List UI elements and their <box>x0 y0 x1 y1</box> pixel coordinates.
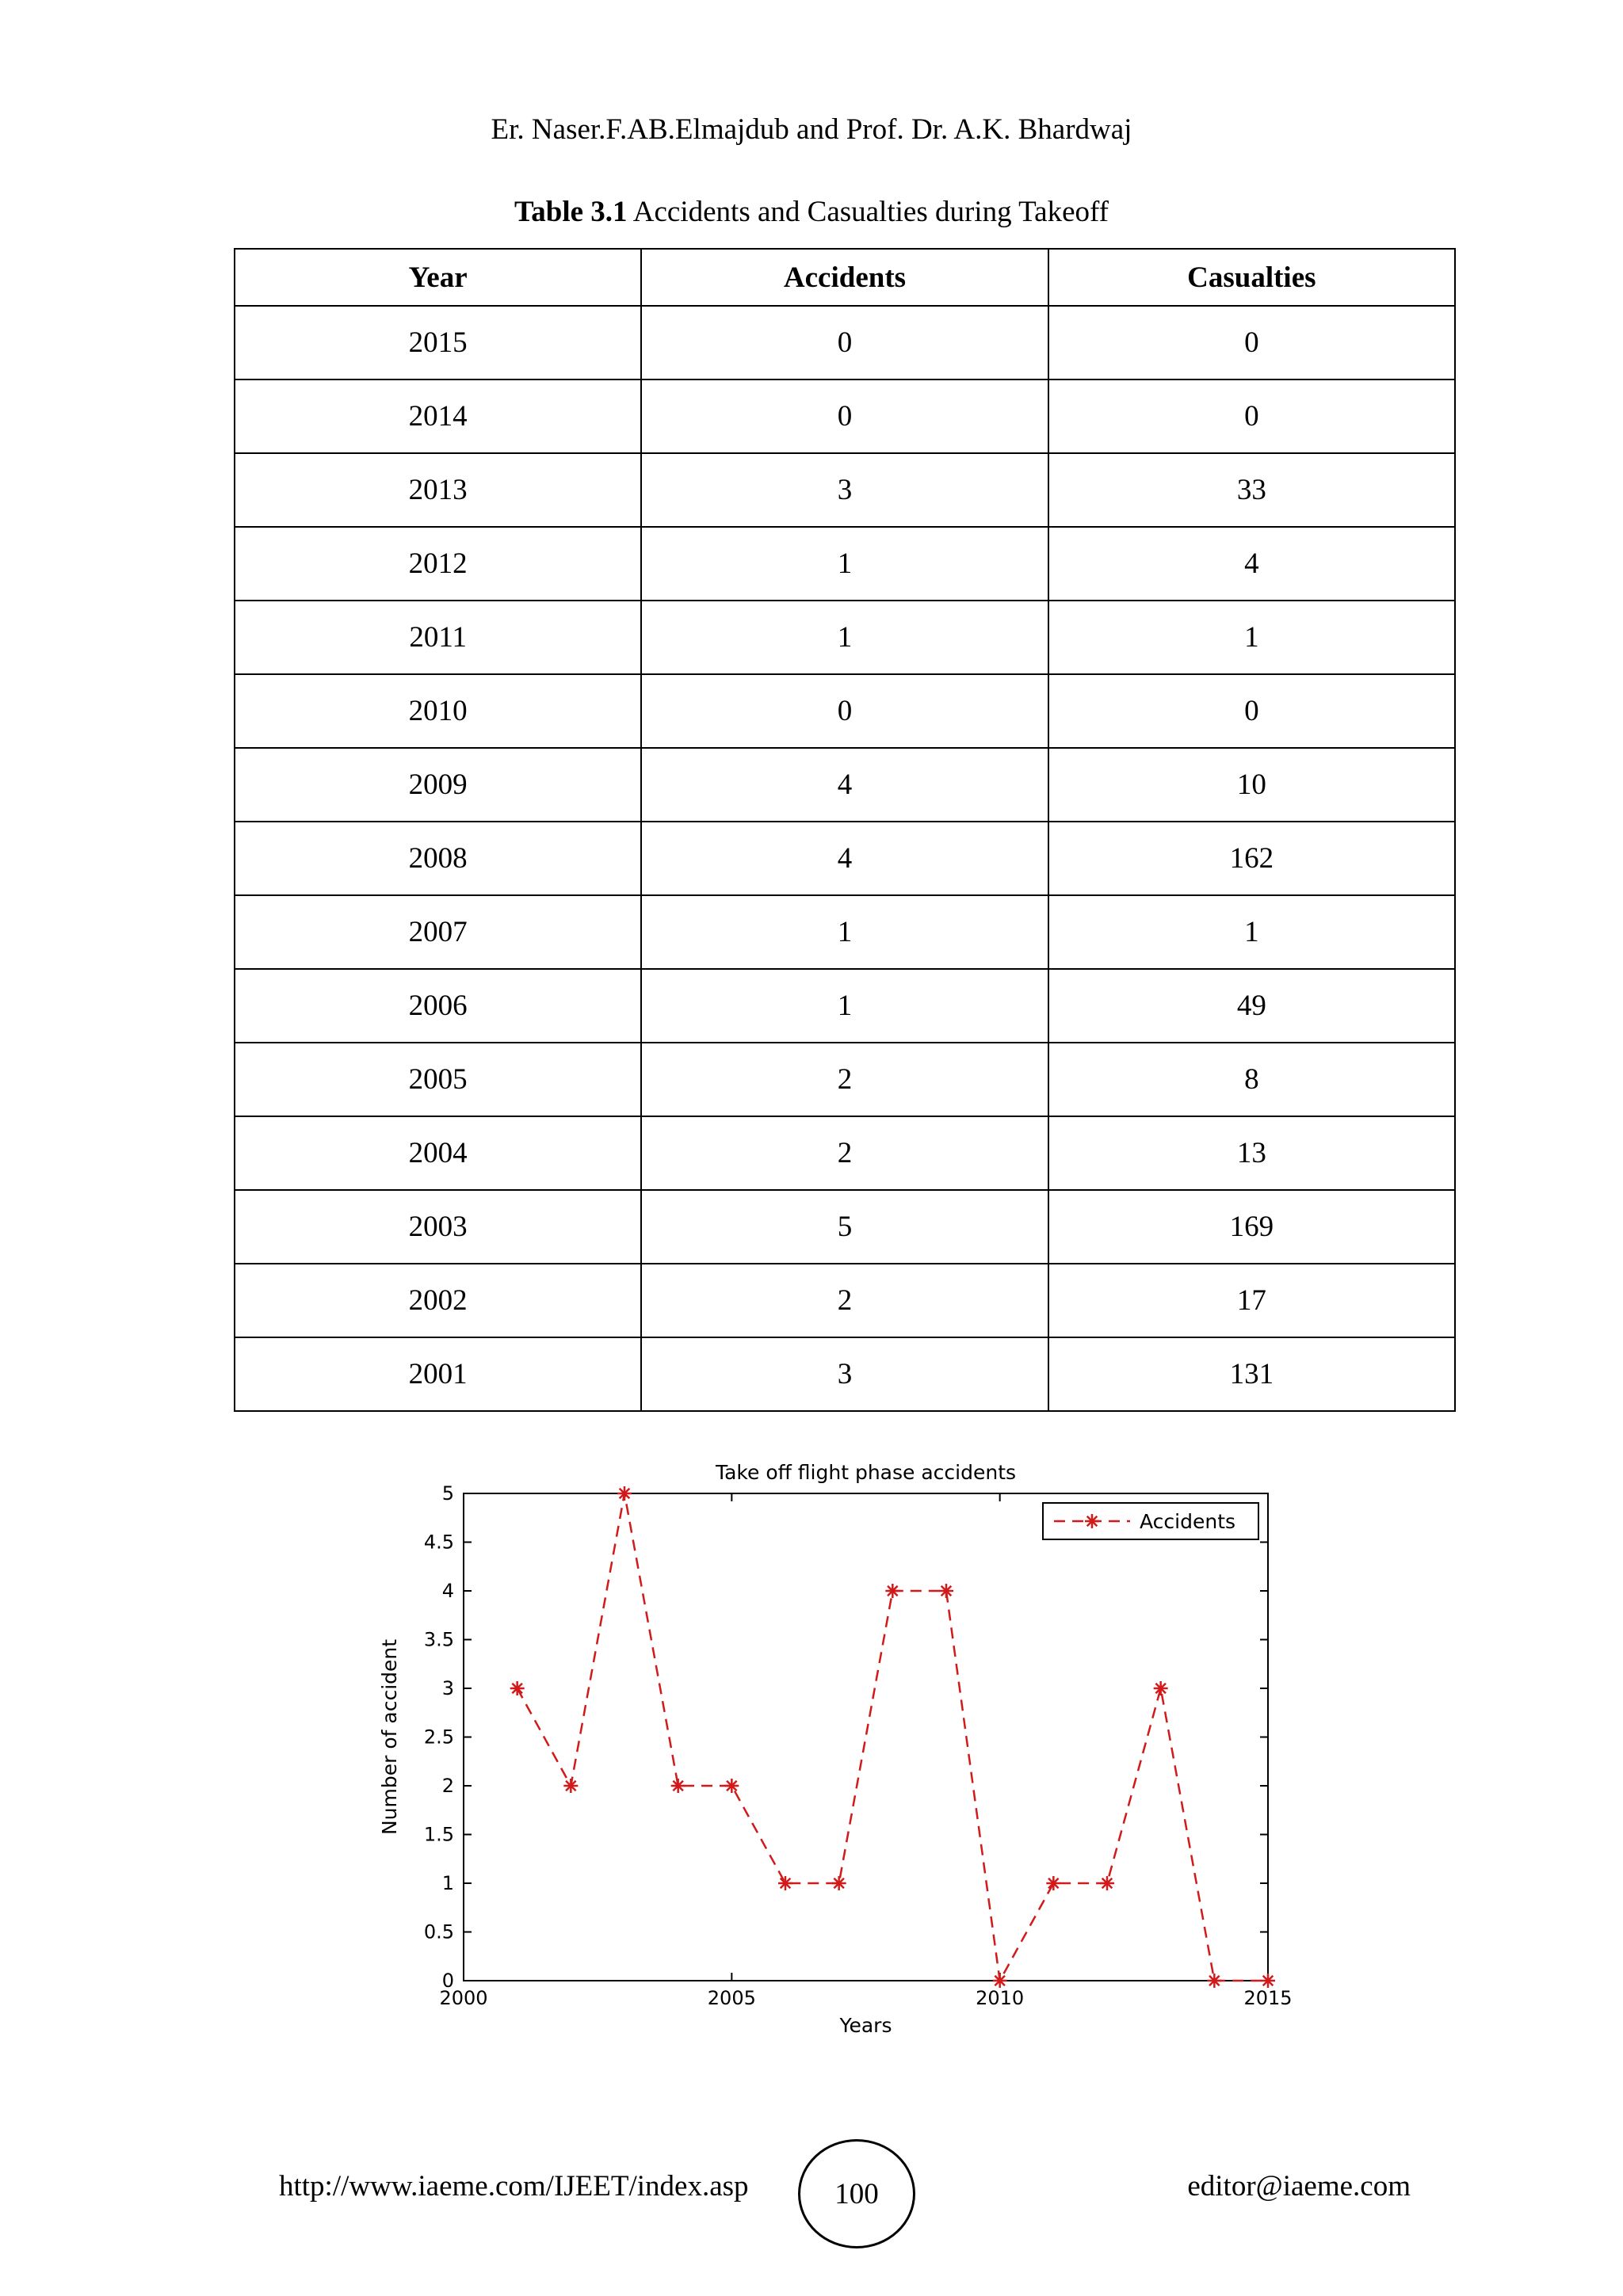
y-tick-label: 1.5 <box>423 1823 454 1846</box>
year-cell: 2007 <box>235 895 641 969</box>
accidents-cell: 0 <box>641 306 1048 379</box>
data-point-2003 <box>617 1486 632 1501</box>
casualties-cell: 0 <box>1048 674 1455 748</box>
running-head: Er. Naser.F.AB.Elmajdub and Prof. Dr. A.K. Bhardwaj <box>491 113 1132 146</box>
x-tick-label: 2010 <box>976 1987 1025 2009</box>
plot-frame <box>464 1493 1268 1981</box>
x-tick-label: 2005 <box>707 1987 756 2009</box>
casualties-cell: 33 <box>1048 453 1455 527</box>
footer-email[interactable]: editor@iaeme.com <box>1187 2170 1411 2203</box>
data-point-2008 <box>885 1584 899 1598</box>
year-cell: 2001 <box>235 1337 641 1411</box>
table-body <box>235 306 1455 1411</box>
accidents-cell: 1 <box>641 601 1048 674</box>
y-axis-label: Number of accident <box>378 1638 401 1836</box>
accidents-cell: 2 <box>641 1264 1048 1337</box>
column-header-year: Year <box>235 249 641 306</box>
casualties-cell: 169 <box>1048 1190 1455 1264</box>
table-row <box>235 453 1455 527</box>
data-point-2005 <box>724 1779 739 1793</box>
casualties-cell: 1 <box>1048 895 1455 969</box>
y-tick-label: 4 <box>441 1580 454 1602</box>
legend-label: Accidents <box>1140 1510 1236 1533</box>
casualties-cell: 17 <box>1048 1264 1455 1337</box>
table-row <box>235 969 1455 1043</box>
y-tick-label: 2.5 <box>423 1726 454 1749</box>
table-caption <box>0 195 1623 229</box>
page-number <box>798 2139 915 2248</box>
accidents-cell: 3 <box>641 1337 1048 1411</box>
table-row <box>235 1264 1455 1337</box>
table-row <box>235 527 1455 601</box>
table-caption-label: Table 3.1 <box>514 196 628 228</box>
y-tick-label: 1 <box>441 1872 454 1894</box>
data-point-2001 <box>510 1681 525 1695</box>
accidents-cell: 2 <box>641 1043 1048 1116</box>
casualties-cell: 4 <box>1048 527 1455 601</box>
table-row <box>235 1190 1455 1264</box>
casualties-cell: 13 <box>1048 1116 1455 1190</box>
accidents-cell: 4 <box>641 748 1048 822</box>
casualties-cell: 0 <box>1048 379 1455 453</box>
year-cell: 2009 <box>235 748 641 822</box>
data-point-2006 <box>778 1876 792 1890</box>
accidents-cell: 0 <box>641 379 1048 453</box>
table-row <box>235 1116 1455 1190</box>
page-number-text: 100 <box>834 2177 879 2210</box>
table-row <box>235 748 1455 822</box>
year-cell: 2004 <box>235 1116 641 1190</box>
x-tick-label: 2000 <box>439 1987 488 2009</box>
series-line-accidents <box>517 1493 1268 1981</box>
year-cell: 2010 <box>235 674 641 748</box>
table-row <box>235 822 1455 895</box>
data-point-2007 <box>832 1876 846 1890</box>
y-tick-label: 0.5 <box>423 1920 454 1943</box>
column-header-casualties: Casualties <box>1048 249 1455 306</box>
y-tick-label: 3 <box>441 1677 454 1699</box>
year-cell: 2002 <box>235 1264 641 1337</box>
year-cell: 2011 <box>235 601 641 674</box>
data-point-2014 <box>1207 1974 1221 1988</box>
table-row <box>235 601 1455 674</box>
accidents-cell: 1 <box>641 527 1048 601</box>
accidents-cell: 1 <box>641 895 1048 969</box>
year-cell: 2003 <box>235 1190 641 1264</box>
year-cell: 2014 <box>235 379 641 453</box>
table-row <box>235 674 1455 748</box>
table-row <box>235 379 1455 453</box>
y-tick-label: 5 <box>441 1482 454 1505</box>
table-caption-text: Accidents and Casualties during Takeoff <box>632 196 1109 228</box>
year-cell: 2008 <box>235 822 641 895</box>
casualties-cell: 10 <box>1048 748 1455 822</box>
accidents-cell: 2 <box>641 1116 1048 1190</box>
table-row <box>235 1043 1455 1116</box>
table-row <box>235 306 1455 379</box>
data-point-2011 <box>1046 1876 1060 1890</box>
table-header-row <box>235 249 1455 306</box>
x-axis-label: Years <box>839 2014 892 2037</box>
data-point-2002 <box>563 1779 578 1793</box>
year-cell: 2015 <box>235 306 641 379</box>
data-point-2009 <box>939 1584 953 1598</box>
y-tick-label: 4.5 <box>423 1531 454 1554</box>
y-tick-label: 3.5 <box>423 1628 454 1651</box>
accidents-table <box>234 248 1456 1412</box>
y-tick-label: 2 <box>441 1775 454 1797</box>
data-point-2015 <box>1261 1974 1275 1988</box>
casualties-cell: 131 <box>1048 1337 1455 1411</box>
year-cell: 2013 <box>235 453 641 527</box>
accidents-cell: 0 <box>641 674 1048 748</box>
accidents-line-chart <box>349 1450 1331 2044</box>
data-point-2004 <box>671 1779 685 1793</box>
chart-title: Take off flight phase accidents <box>715 1461 1017 1484</box>
table-row <box>235 895 1455 969</box>
data-point-2012 <box>1100 1876 1114 1890</box>
year-cell: 2006 <box>235 969 641 1043</box>
table-row <box>235 1337 1455 1411</box>
footer-url[interactable]: http://www.iaeme.com/IJEET/index.asp <box>279 2170 749 2203</box>
casualties-cell: 8 <box>1048 1043 1455 1116</box>
y-tick-label: 0 <box>441 1970 454 1992</box>
casualties-cell: 162 <box>1048 822 1455 895</box>
data-point-2013 <box>1154 1681 1168 1695</box>
casualties-cell: 49 <box>1048 969 1455 1043</box>
accidents-cell: 4 <box>641 822 1048 895</box>
accidents-cell: 1 <box>641 969 1048 1043</box>
year-cell: 2005 <box>235 1043 641 1116</box>
accidents-cell: 3 <box>641 453 1048 527</box>
year-cell: 2012 <box>235 527 641 601</box>
accidents-cell: 5 <box>641 1190 1048 1264</box>
x-tick-label: 2015 <box>1243 1987 1293 2009</box>
data-point-2010 <box>993 1974 1007 1988</box>
casualties-cell: 0 <box>1048 306 1455 379</box>
column-header-accidents: Accidents <box>641 249 1048 306</box>
casualties-cell: 1 <box>1048 601 1455 674</box>
